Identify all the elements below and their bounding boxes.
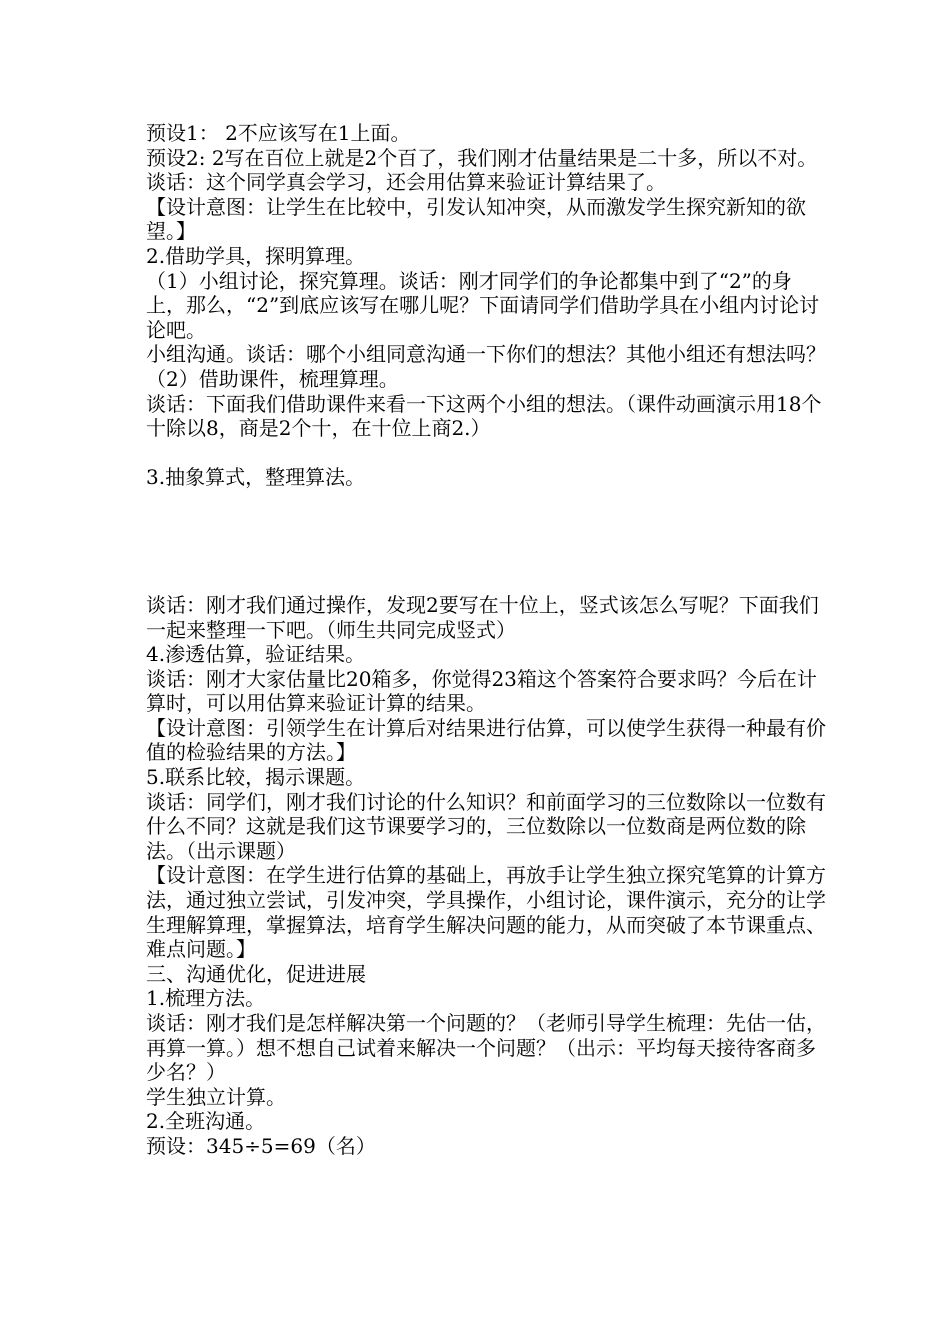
talk-paragraph: 谈话：刚才我们是怎样解决第一个问题的？（老师引导学生梳理：先估一估，再算一算。）想不想自己试着来解决一个问题？（出示：平均每天接待客商多少名？） — [146, 1011, 826, 1085]
step-heading: 5.联系比较，揭示课题。 — [146, 765, 366, 790]
step-heading: 2.借助学具，探明算理。 — [146, 243, 366, 268]
document-body — [146, 121, 826, 1159]
talk-paragraph: 谈话：刚才我们通过操作，发现2要写在十位上，竖式该怎么写呢？下面我们一起来整理一下吧。（师生共同完成竖式） — [146, 592, 819, 642]
talk-paragraph: 谈话：刚才大家估量比20箱多，你觉得23箱这个答案符合要求吗？今后在计算时，可以用估算来验证计算的结果。 — [146, 666, 817, 716]
design-intent-paragraph: 【设计意图：引领学生在计算后对结果进行估算，可以使学生获得一种最有价值的检验结果的方法。】 — [146, 715, 826, 765]
student-calc-paragraph: 学生独立计算。 — [146, 1084, 286, 1109]
preset-1-paragraph: 预设1： 2不应该写在1上面。 — [146, 121, 411, 145]
talk-paragraph: 谈话：同学们，刚才我们讨论的什么知识？和前面学习的三位数除以一位数有什么不同？这就是我们这节课要学习的，三位数除以一位数商是两位数的除法。（出示课题） — [146, 789, 826, 863]
blank-space — [146, 490, 826, 593]
preset-paragraph: 预设：345÷5=69（名） — [146, 1133, 376, 1158]
courseware-heading: （2）借助课件，梳理算理。 — [146, 366, 399, 391]
design-intent-paragraph: 【设计意图：在学生进行估算的基础上，再放手让学生独立探究笔算的计算方法，通过独立尝试，引发冲突，学具操作，小组讨论，课件演示，充分的让学生理解算理，掌握算法，培育学生解决问题的能力，从而突破了本节课重点、难点问题。】 — [146, 863, 826, 962]
step-heading: 2.全班沟通。 — [146, 1109, 266, 1134]
step-heading: 1.梳理方法。 — [146, 986, 266, 1011]
step-heading: 4.渗透估算，验证结果。 — [146, 642, 366, 667]
courseware-talk-paragraph: 谈话：下面我们借助课件来看一下这两个小组的想法。（课件动画演示用18个十除以8，商是2个十，在十位上商2.） — [146, 391, 822, 441]
design-intent-paragraph: 【设计意图：让学生在比较中，引发认知冲突，从而激发学生探究新知的欲望。】 — [146, 194, 806, 244]
group-communication-paragraph: 小组沟通。谈话：哪个小组同意沟通一下你们的想法？其他小组还有想法吗？ — [146, 342, 826, 367]
section-heading: 三、沟通优化，促进进展 — [146, 961, 366, 986]
talk-paragraph: 谈话：这个同学真会学习，还会用估算来验证计算结果了。 — [146, 170, 666, 195]
group-discussion-paragraph: （1）小组讨论，探究算理。谈话：刚才同学们的争论都集中到了“2”的身上，那么，“2”到底应该写在哪儿呢？下面请同学们借助学具在小组内讨论讨论吧。 — [146, 268, 820, 342]
step-heading: 3.抽象算式，整理算法。 — [146, 465, 366, 490]
preset-2-paragraph: 预设2: 2写在百位上就是2个百了，我们刚才估量结果是二十多，所以不对。 — [146, 145, 818, 170]
blank-line — [146, 441, 826, 466]
